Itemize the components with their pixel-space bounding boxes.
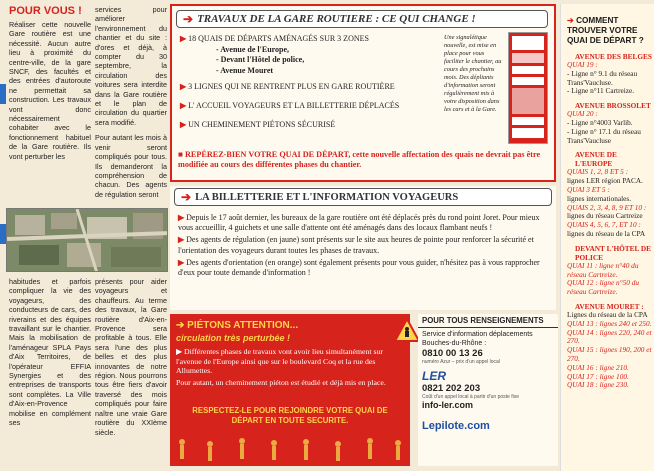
section-line: QUAIS 2, 3, 4, 8, 9 ET 10 : xyxy=(567,202,647,212)
triangle-bullet-icon: ▶ xyxy=(178,213,187,222)
construction-warning-icon xyxy=(394,318,420,342)
edge-tab xyxy=(0,84,6,104)
column-title: POUR VOUS ! xyxy=(9,5,82,17)
arrow-right-icon: ➔ xyxy=(567,16,577,25)
right-column-title: ➔ COMMENT TROUVER VOTRE QUAI DE DÉPART ? xyxy=(567,16,644,45)
zone-item: - Devant l'Hôtel de police, xyxy=(216,55,305,65)
section-line: - Ligne n° 17.1 du réseau Trans'Vaucluse xyxy=(567,126,641,145)
travaux-list xyxy=(180,34,442,130)
section-line: lignes LER région PACA. xyxy=(567,176,643,186)
body-paragraph: habitudes et parfois compliquer la vie des voyageurs, des conducteurs de cars, des riverains et des équipes travaillant sur le chantier. Mais la mobilisation de l'aménageur SPLA Pays d'Aix Territoires, de l'opérateur EFFIA Synergies et des entreprises de transports sont complètes. La Ville d'Aix-en-Provence mobilise en complément ses xyxy=(9,277,91,428)
section-line: QUAIS 4, 5, 6, 7, ET 10 : xyxy=(567,220,641,230)
list-item: ▶ L' ACCUEIL VOYAGEURS ET LA BILLETTERIE DÉPLACÉS xyxy=(180,100,400,110)
section-heading: DEVANT L'HÔTEL DE POLICE xyxy=(575,243,651,262)
billetterie-list xyxy=(178,213,552,278)
section-line: Lignes du réseau de la CPA xyxy=(567,309,648,319)
list-item: ▶ Des agents d'orientation (en orange) sont également présents pour vous guider, n'hésitez pas à vous rapprocher d'eux pour toute demande d'information ! xyxy=(178,257,540,278)
aerial-photo xyxy=(6,208,168,272)
list-item: Pour autant, un cheminement piéton est étudié et déjà mis en place. xyxy=(176,377,386,387)
pietons-subtitle: circulation très perturbée ! xyxy=(176,333,291,343)
body-paragraph: services pour améliorer l'environnement du chantier et du site : d'ores et déjà, à compter du 30 septembre, la circulation des voitures sera interdite dans la Gare routière et le plan de circulation du quartier sera modifié. xyxy=(95,5,167,127)
section-heading: AVENUE DES BELGES xyxy=(575,52,652,61)
zone-item: - Avenue de l'Europe, xyxy=(216,44,290,54)
triangle-bullet-icon: ▶ xyxy=(180,34,189,43)
arrow-right-icon: ➔ xyxy=(181,190,192,204)
section-line: lignes internationales. xyxy=(567,193,632,203)
pietons-body xyxy=(170,345,410,389)
right-column xyxy=(560,4,654,471)
section-line: - Ligne n° 9.1 du réseau Trans'Vaucluse. xyxy=(567,68,638,87)
triangle-bullet-icon: ▶ xyxy=(178,257,187,267)
quai-sections xyxy=(561,46,654,390)
section-line: QUAI 3 ET 5 : xyxy=(567,184,610,194)
section-heading: AVENUE MOURET : xyxy=(575,301,644,311)
billetterie-section xyxy=(170,186,556,310)
billetterie-title: LA BILLETTERIE ET L'INFORMATION VOYAGEURS xyxy=(195,191,459,203)
phone-number: 0821 202 203 xyxy=(422,383,481,395)
info-box xyxy=(418,314,558,466)
section-line: lignes du réseau de la CPA xyxy=(567,228,646,238)
middle-column xyxy=(95,5,167,199)
body-paragraph: Pour autant les mois à venir seront compliqués pour tous. Ils demanderont la compréhension de chacun. Des agents de régulation seront xyxy=(95,133,167,199)
list-item: ▶ Des agents de régulation (en jaune) sont présents sur le site aux heures de pointe pour renforcer la sécurité et l'orientation des voyageurs durant toutes les phases de travaux. xyxy=(178,235,534,255)
section-line: QUAI 13 : lignes 240 et 250. xyxy=(567,318,652,328)
list-item: ▶ Depuis le 17 août dernier, les bureaux de la gare routière ont été déplacés près du rond point Joret. Pour mieux vous accueillir, 4 guichets et une salle d'attente ont été aménagés dans des locaux flambant neufs ! xyxy=(178,213,540,233)
warning-square-icon: ■ xyxy=(178,150,185,159)
website-link[interactable]: Lepilote.com xyxy=(422,420,490,433)
zone-item: - Avenue Mouret xyxy=(216,65,274,75)
left-column xyxy=(9,5,91,161)
section-line: QUAIS 1, 2, 8 ET 5 : xyxy=(567,167,629,177)
section-line: QUAI 16 : ligne 210. xyxy=(567,362,629,372)
quai-section xyxy=(567,244,654,297)
website-link[interactable]: info-ler.com xyxy=(422,400,474,411)
quai-section xyxy=(567,52,654,96)
section-line: QUAI 12 : ligne n°50 du réseau Cartreize. xyxy=(567,278,640,297)
quai-section xyxy=(567,150,654,238)
travaux-header xyxy=(176,10,548,28)
middle-column-lower xyxy=(95,277,167,437)
section-line: QUAI 19 : xyxy=(567,60,598,69)
travaux-box xyxy=(170,4,556,182)
triangle-bullet-icon: ▶ xyxy=(180,100,189,110)
triangle-bullet-icon: ▶ xyxy=(180,82,189,92)
section-line: QUAI 18 : ligne 230. xyxy=(567,380,629,390)
phone-number: 0810 00 13 26 xyxy=(422,348,483,360)
section-line: QUAI 20 : xyxy=(567,109,598,119)
list-item: ▶ 18 QUAIS DE DÉPARTS AMÉNAGÉS SUR 3 ZONES xyxy=(180,34,369,43)
section-line: - Ligne n°11 Cartreize. xyxy=(567,86,635,96)
list-item: ▶ Différentes phases de travaux vont avoir lieu simultanément sur l'avenue de l'Europe ainsi que sur le boulevard Coq et la rue des Allumettes. xyxy=(176,347,384,376)
phone-note: Coût d'un appel local à partir d'un poste fixe xyxy=(422,394,519,401)
section-line: QUAI 14 : lignes 220, 240 et 270. xyxy=(567,327,652,346)
pedestrian-silhouettes-icon xyxy=(170,436,410,466)
list-item: ▶ 3 LIGNES QUI NE RENTRENT PLUS EN GARE ROUTIÈRE xyxy=(180,82,395,92)
section-line: QUAI 15 : lignes 190, 200 et 270. xyxy=(567,345,652,363)
intro-paragraph: Réaliser cette nouvelle Gare routière est une nécessité. Aucun autre lieu à proximité du centre-ville, de la gare SNCF, des facultés et des entrées d'autoroute ne permettait sa construction. Les travaux vont donc nécessairement cohabiter avec le fonctionnement habituel de la Gare routière. Ils vont perturber les xyxy=(9,20,91,161)
pietons-title-row: ➔ PIÉTONS ATTENTION... xyxy=(176,320,299,331)
pietons-panel xyxy=(170,314,410,466)
triangle-bullet-icon: ▶ xyxy=(176,347,184,356)
info-title: POUR TOUS RENSEIGNEMENTS xyxy=(418,314,558,328)
section-heading: AVENUE BROSSOLET xyxy=(575,101,651,111)
signage-panel-image xyxy=(508,32,548,144)
section-line: - Ligne n°4003 Varlib. xyxy=(567,117,633,127)
section-line: lignes du réseau Cartreize xyxy=(567,211,643,221)
arrow-right-icon: ➔ xyxy=(176,320,188,331)
quai-warning: ■ REPÉREZ-BIEN VOTRE QUAI DE DÉPART, cette nouvelle affectation des quais ne devrait pas être modifiée au cours des différentes phases du chantier. xyxy=(178,150,541,170)
pietons-footer: RESPECTEZ-LE POUR REJOINDRE VOTRE QUAI DE DÉPART EN TOUTE SECURITE. xyxy=(192,406,388,425)
travaux-title: TRAVAUX DE LA GARE ROUTIERE : CE QUI CHANGE ! xyxy=(197,13,476,25)
triangle-bullet-icon: ▶ xyxy=(178,235,187,245)
ler-logo: LER xyxy=(422,369,446,384)
arrow-right-icon: ➔ xyxy=(183,12,194,26)
quai-section xyxy=(567,101,654,145)
quai-section xyxy=(567,302,654,390)
body-paragraph: présents pour aider voyageurs et chauffeurs. Au terme des travaux, la Gare routière d'Aix-en-Provence sera profitable à tous. Elle sera l'une des plus belles et des plus innovantes de notre région. Nous pourrons tous être fiers d'avoir traversé des mois compliqués pour faire naître une vraie Gare routière du XXIème siècle. xyxy=(95,277,167,437)
billetterie-header xyxy=(174,188,552,206)
phone-note: numéro Azur – prix d'un appel local xyxy=(422,359,500,366)
section-line: QUAI 17 : ligne 100. xyxy=(567,371,629,381)
left-column-lower xyxy=(9,277,91,428)
signage-note: Une signalétique nouvelle, est mise en place pour vous faciliter le chantier, au cours des prochains mois. Des dépliants d'information seront régulièrement mis à votre disposition dans les cars et à la Gare. xyxy=(444,34,502,113)
section-heading: AVENUE DE L'EUROPE xyxy=(575,150,617,169)
info-service: Service d'information déplacements Bouches-du-Rhône : xyxy=(422,331,533,347)
section-line: QUAI 11 : ligne n°40 du réseau Cartreize. xyxy=(567,260,639,279)
list-item: ▶ UN CHEMINEMENT PIÉTONS SÉCURISÉ xyxy=(180,119,336,129)
triangle-bullet-icon: ▶ xyxy=(180,119,189,129)
